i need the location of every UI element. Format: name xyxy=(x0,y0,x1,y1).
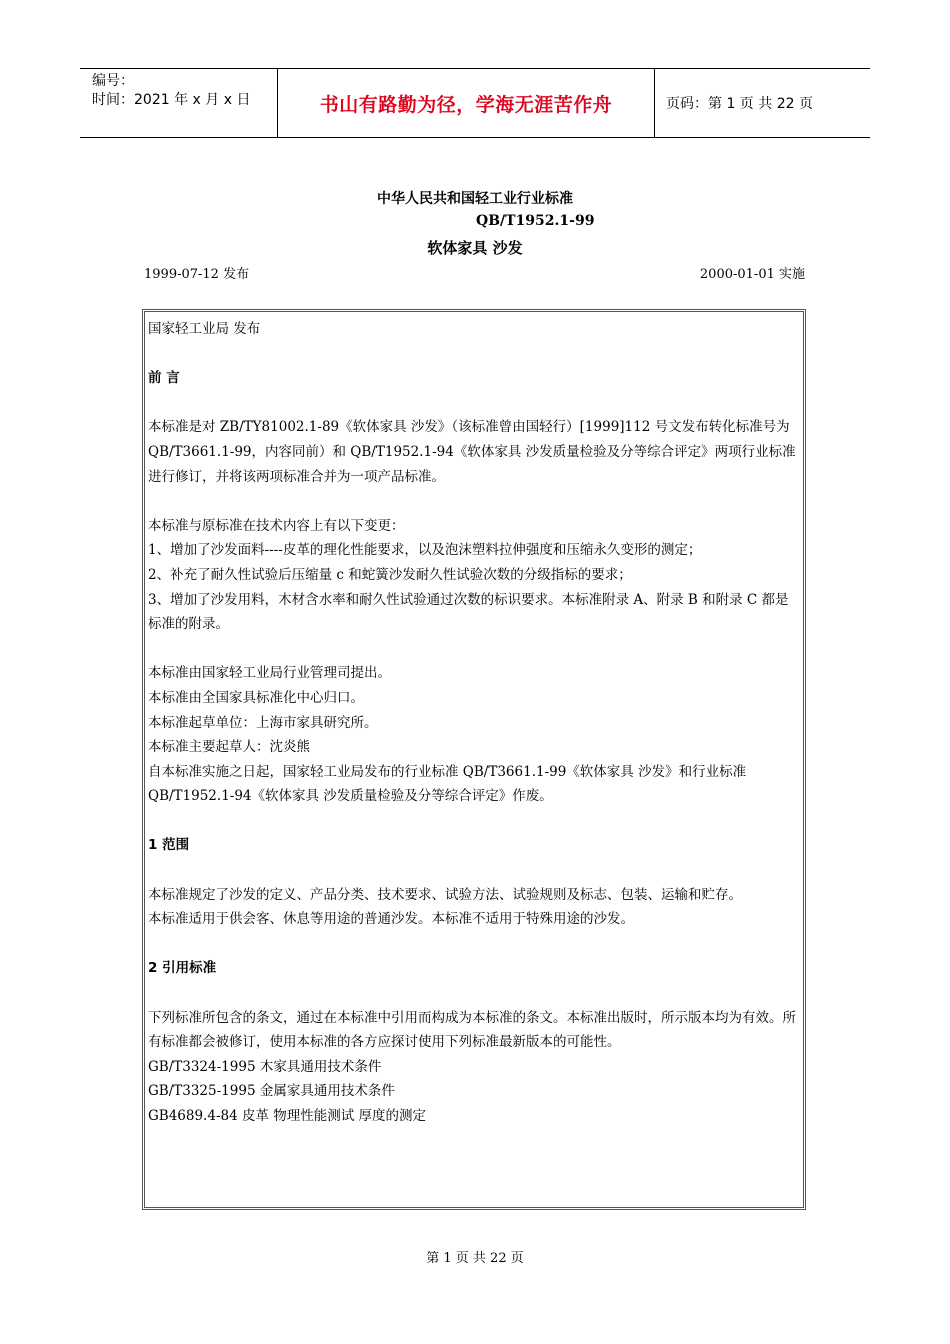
foreword-heading: 前 言 xyxy=(148,370,180,387)
reference-item: GB/T3324-1995 木家具通用技术条件 xyxy=(148,1058,382,1075)
managed-by: 本标准由全国家具标准化中心归口。 xyxy=(148,689,364,706)
header-meta xyxy=(80,69,278,137)
scope-paragraph-2: 本标准适用于供会客、休息等用途的普通沙发。本标准不适用于特殊用途的沙发。 xyxy=(148,911,634,928)
drafter: 本标准主要起草人：沈炎熊 xyxy=(148,739,310,756)
scope-paragraph-1: 本标准规定了沙发的定义、产品分类、技术要求、试验方法、试验规则及标志、包装、运输和贮存。 xyxy=(148,886,742,903)
publish-date: 1999-07-12 发布 xyxy=(144,267,250,282)
standard-code: QB/T1952.1-99 xyxy=(476,213,595,229)
header-motto: 书山有路勤为径，学海无涯苦作舟 xyxy=(278,69,655,137)
references-intro: 下列标准所包含的条文，通过在本标准中引用而构成为本标准的条文。本标准出版时，所示版本均为有效。所有标准都会被修订，使用本标准的各方应探讨使用下列标准最新版本的可能性。 xyxy=(148,1009,796,1051)
page-header xyxy=(80,68,870,138)
standard-name: 软体家具 沙发 xyxy=(427,239,523,257)
change-item-3: 3、增加了沙发用料，木材含水率和耐久性试验通过次数的标识要求。本标准附录 A、附录 B 和附录 C 都是标准的附录。 xyxy=(148,591,789,633)
drafted-by: 本标准起草单位：上海市家具研究所。 xyxy=(148,714,378,731)
number-label: 编号： xyxy=(92,73,134,89)
document-body xyxy=(148,317,802,1129)
standard-org-title: 中华人民共和国轻工业行业标准 xyxy=(377,191,573,207)
page-footer: 第 1 页 共 22 页 xyxy=(426,1251,524,1266)
header-page-info: 页码：第 1 页 共 22 页 xyxy=(666,96,813,112)
reference-item: GB4689.4-84 皮革 物理性能测试 厚度的测定 xyxy=(148,1108,427,1124)
change-item-2: 2、补充了耐久性试验后压缩量 c 和蛇簧沙发耐久性试验次数的分级指标的要求； xyxy=(148,566,632,583)
proposed-by: 本标准由国家轻工业局行业管理司提出。 xyxy=(148,665,391,682)
reference-item: GB/T3325-1995 金属家具通用技术条件 xyxy=(148,1083,395,1100)
issuer-line: 国家轻工业局 发布 xyxy=(148,321,261,337)
content-frame xyxy=(142,309,806,1210)
time-label: 时间：2021 年 x 月 x 日 xyxy=(92,92,251,108)
changes-intro: 本标准与原标准在技术内容上有以下变更： xyxy=(148,517,405,534)
replaces-statement: 自本标准实施之日起，国家轻工业局发布的行业标准 QB/T3661.1-99《软体家具 沙发》和行业标准 QB/T1952.1-94《软体家具 沙发质量检验及分等综合评定》作废。 xyxy=(148,763,747,805)
foreword-paragraph: 本标准是对 ZB/TY81002.1-89《软体家具 沙发》（该标准曾由国轻行）[1999]112 号文发布转化标准号为 QB/T3661.1-99，内容同前）和 QB/T1952.1-94《软体家具 沙发质量检验及分等综合评定》两项行业标准进行修订，并将该两项标准合并为一项产品标准。 xyxy=(148,419,796,485)
references-heading: 2 引用标准 xyxy=(148,960,217,977)
change-item-1: 1、增加了沙发面料----皮革的理化性能要求，以及泡沫塑料拉伸强度和压缩永久变形的测定； xyxy=(148,542,702,559)
implement-date: 2000-01-01 实施 xyxy=(699,267,805,282)
scope-heading: 1 范围 xyxy=(148,837,190,854)
